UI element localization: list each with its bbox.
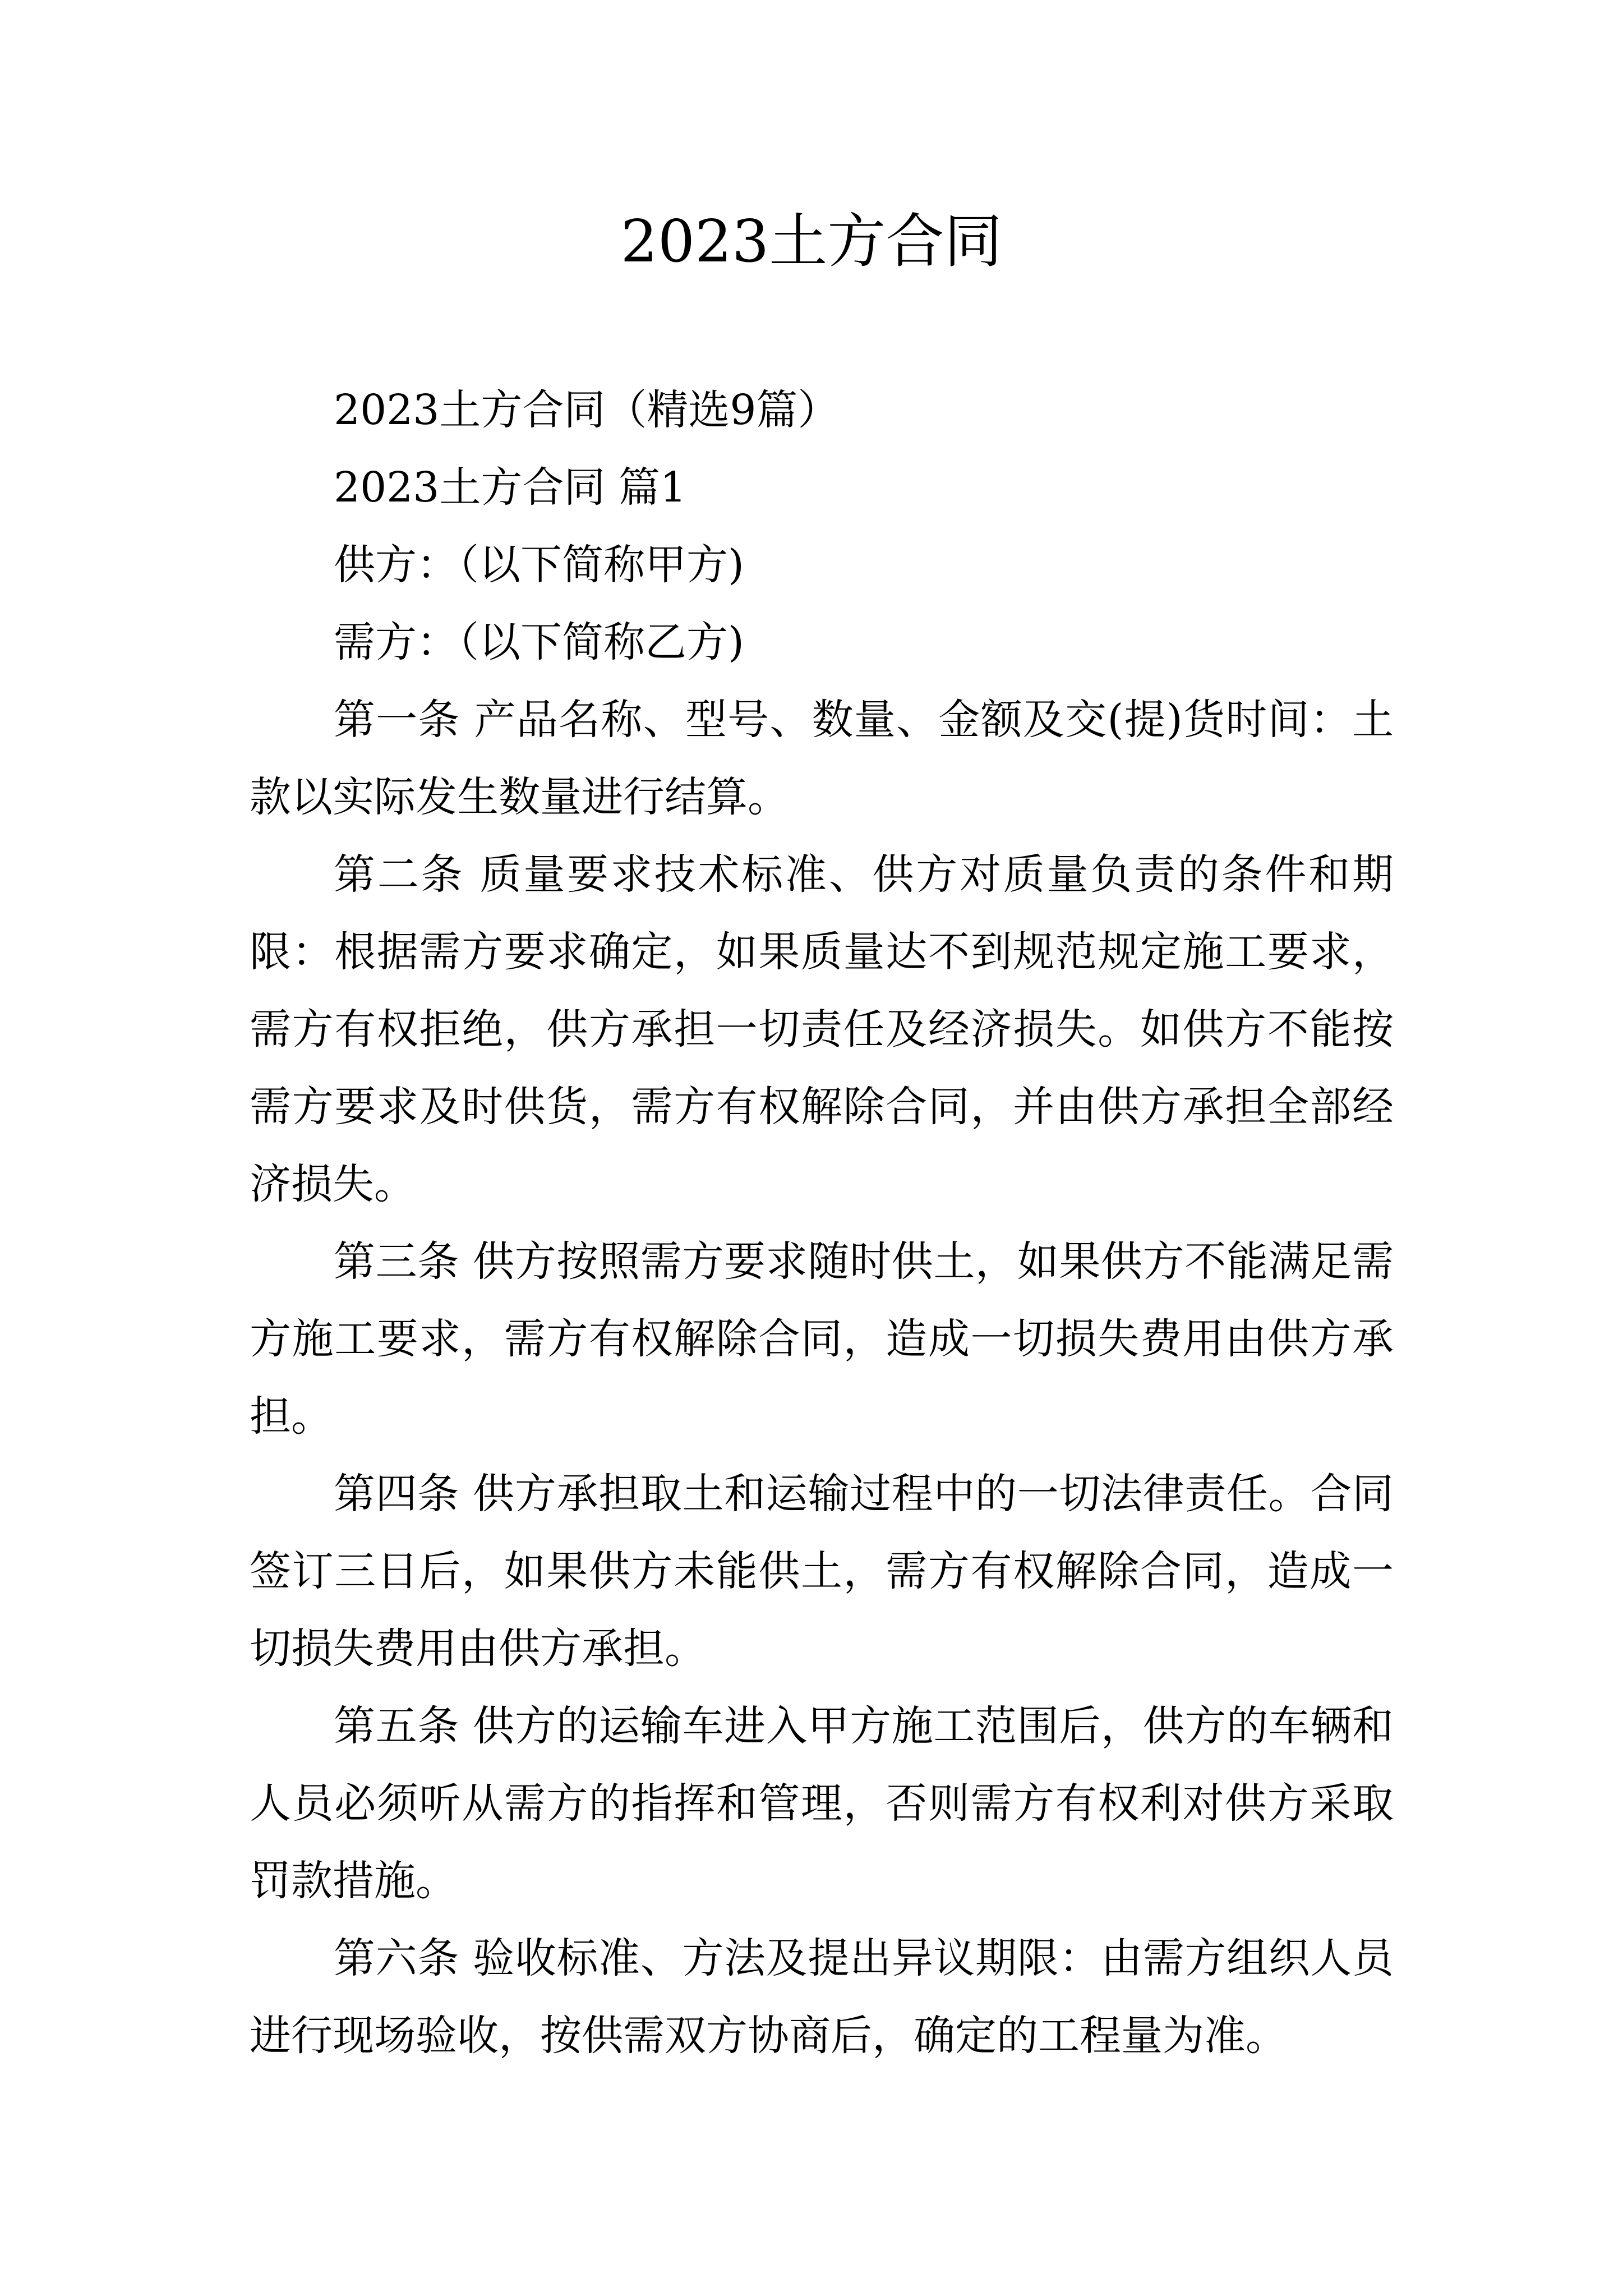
- paragraph-heading-selection: 2023土方合同（精选9篇）: [334, 386, 840, 434]
- paragraph-article-1: 第一条 产品名称、型号、数量、金额及交(提)货时间：土款以实际发生数量进行结算。: [250, 696, 1394, 821]
- paragraph-supplier: 供方：（以下简称甲方): [334, 541, 744, 589]
- paragraph-article-3: 第三条 供方按照需方要求随时供土，如果供方不能满足需方施工要求，需方有权解除合同，造成一切损失费用由供方承担。: [250, 1237, 1394, 1441]
- paragraph-article-5: 第五条 供方的运输车进入甲方施工范围后，供方的车辆和人员必须听从需方的指挥和管理，否则需方有权利对供方采取罚款措施。: [250, 1702, 1394, 1905]
- document-body: [250, 371, 1394, 2074]
- paragraph-heading-part-1: 2023土方合同 篇1: [334, 463, 686, 512]
- paragraph-article-4: 第四条 供方承担取土和运输过程中的一切法律责任。合同签订三日后，如果供方未能供土，需方有权解除合同，造成一切损失费用由供方承担。: [250, 1470, 1394, 1673]
- paragraph-article-6: 第六条 验收标准、方法及提出异议期限：由需方组织人员进行现场验收，按供需双方协商后，确定的工程量为准。: [250, 1934, 1394, 2060]
- paragraph-article-2: 第二条 质量要求技术标准、供方对质量负责的条件和期限：根据需方要求确定，如果质量达不到规范规定施工要求，需方有权拒绝，供方承担一切责任及经济损失。如供方不能按需方要求及时供货，需方有权解除合同，并由供方承担全部经济损失。: [250, 850, 1394, 1208]
- document-title: 2023土方合同: [620, 207, 1003, 275]
- paragraph-buyer: 需方：（以下简称乙方): [334, 618, 744, 666]
